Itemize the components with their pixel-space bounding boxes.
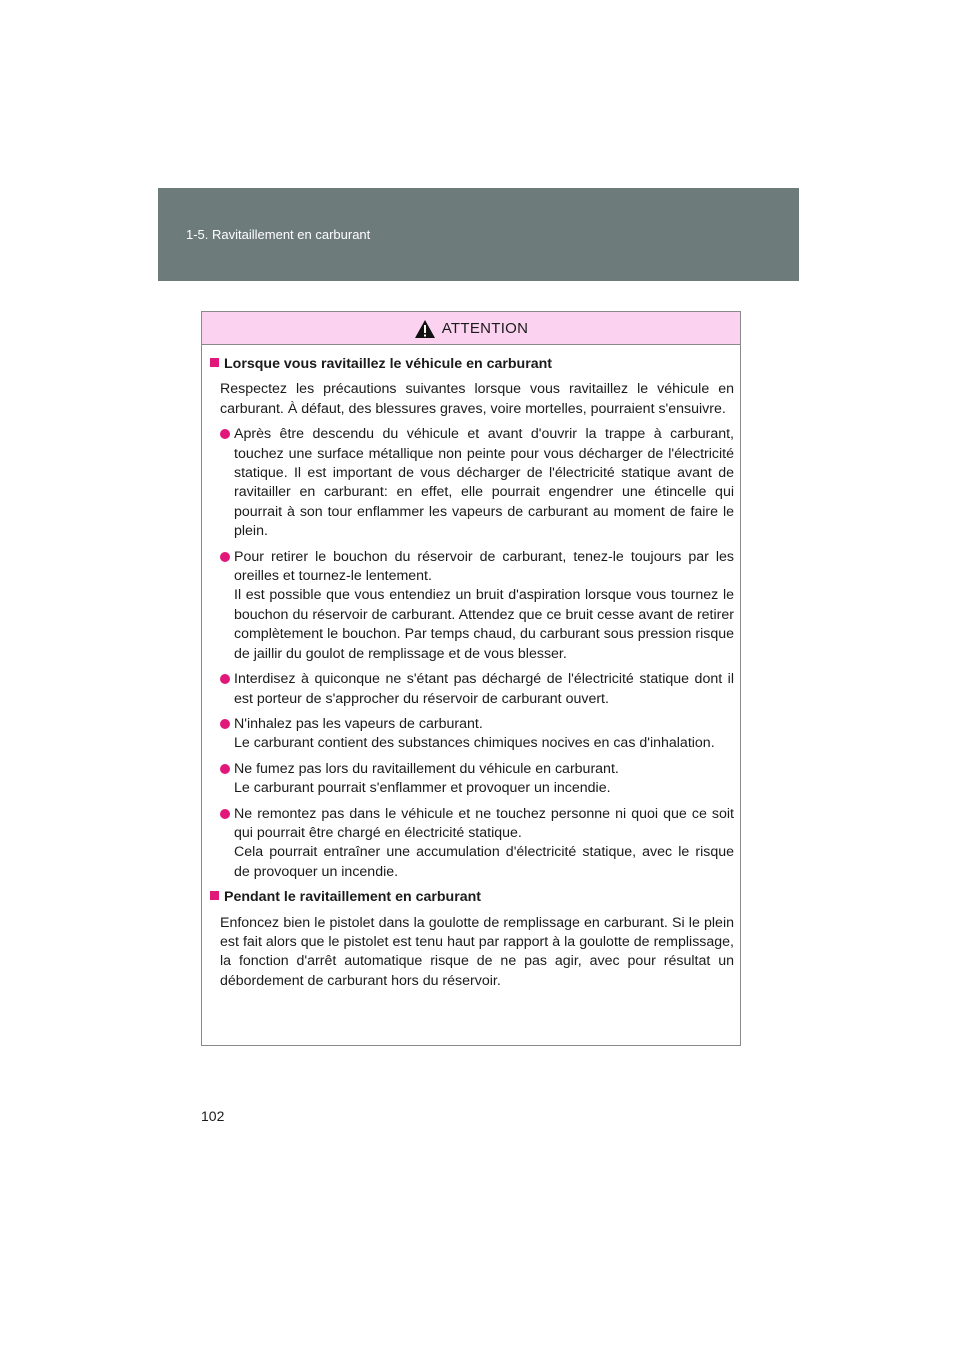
warning-title: ATTENTION [441,319,529,337]
round-bullet-icon [220,552,230,562]
warning-body [202,345,740,991]
section-heading: Pendant le ravitaillement en carburant [210,888,734,907]
section-intro: Respectez les précautions suivantes lorsque vous ravitaillez le véhicule en carburant. À défaut, des blessures graves, voire mortelles, pourraient s'ensuivre. [220,381,734,417]
section-intro: Enfoncez bien le pistolet dans la goulotte de remplissage en carburant. Si le plein est fait alors que le pistolet est tenu haut par rapport à la goulotte de remplissage, la fonction d'arrêt automatique risque de ne pas agir, avec pour résultat un débordement de carburant hors du réservoir. [220,914,734,989]
list-item: Après être descendu du véhicule et avant d'ouvrir la trappe à carburant, touchez une surface métallique non peinte pour vous décharger de l'électricité statique. Il est important de vous décharger de l'électricité statique avant de ravitailler en carburant: en effet, elle pourrait engendrer une étincelle qui pourrait à son tour enflammer les vapeurs de carburant au moment de faire le plein. [220,425,734,541]
list-item: Interdisez à quiconque ne s'étant pas déchargé de l'électricité statique dont il est porteur de s'approcher du réservoir de carburant ouvert. [220,670,734,709]
round-bullet-icon [220,719,230,729]
warning-box [201,311,741,1046]
square-bullet-icon [210,891,219,900]
page-number: 102 [201,1108,225,1124]
square-bullet-icon [210,358,219,367]
header-band [158,188,799,281]
list-item: N'inhalez pas les vapeurs de carburant. Le carburant contient des substances chimiques nocives en cas d'inhalation. [220,715,734,754]
round-bullet-icon [220,809,230,819]
section-title: 1-5. Ravitaillement en carburant [186,227,371,242]
round-bullet-icon [220,674,230,684]
round-bullet-icon [220,429,230,439]
list-item: Ne fumez pas lors du ravitaillement du véhicule en carburant. Le carburant pourrait s'enflammer et provoquer un incendie. [220,760,734,799]
warning-triangle-icon [414,319,436,339]
section-heading: Lorsque vous ravitaillez le véhicule en carburant [210,355,734,374]
list-item: Pour retirer le bouchon du réservoir de carburant, tenez-le toujours par les oreilles et tournez-le lentement. Il est possible que vous entendiez un bruit d'aspiration lorsque vous tournez le bouchon du réservoir de carburant. Attendez que ce bruit cesse avant de retirer complètement le bouchon. Par temps chaud, du carburant sous pression risque de jaillir du goulot de remplissage et de vous blesser. [220,548,734,664]
warning-header [202,312,740,345]
round-bullet-icon [220,764,230,774]
list-item: Ne remontez pas dans le véhicule et ne touchez personne ni quoi que ce soit qui pourrait être chargé en électricité statique. Cela pourrait entraîner une accumulation d'électricité statique, avec le risque de provoquer un incendie. [220,805,734,883]
